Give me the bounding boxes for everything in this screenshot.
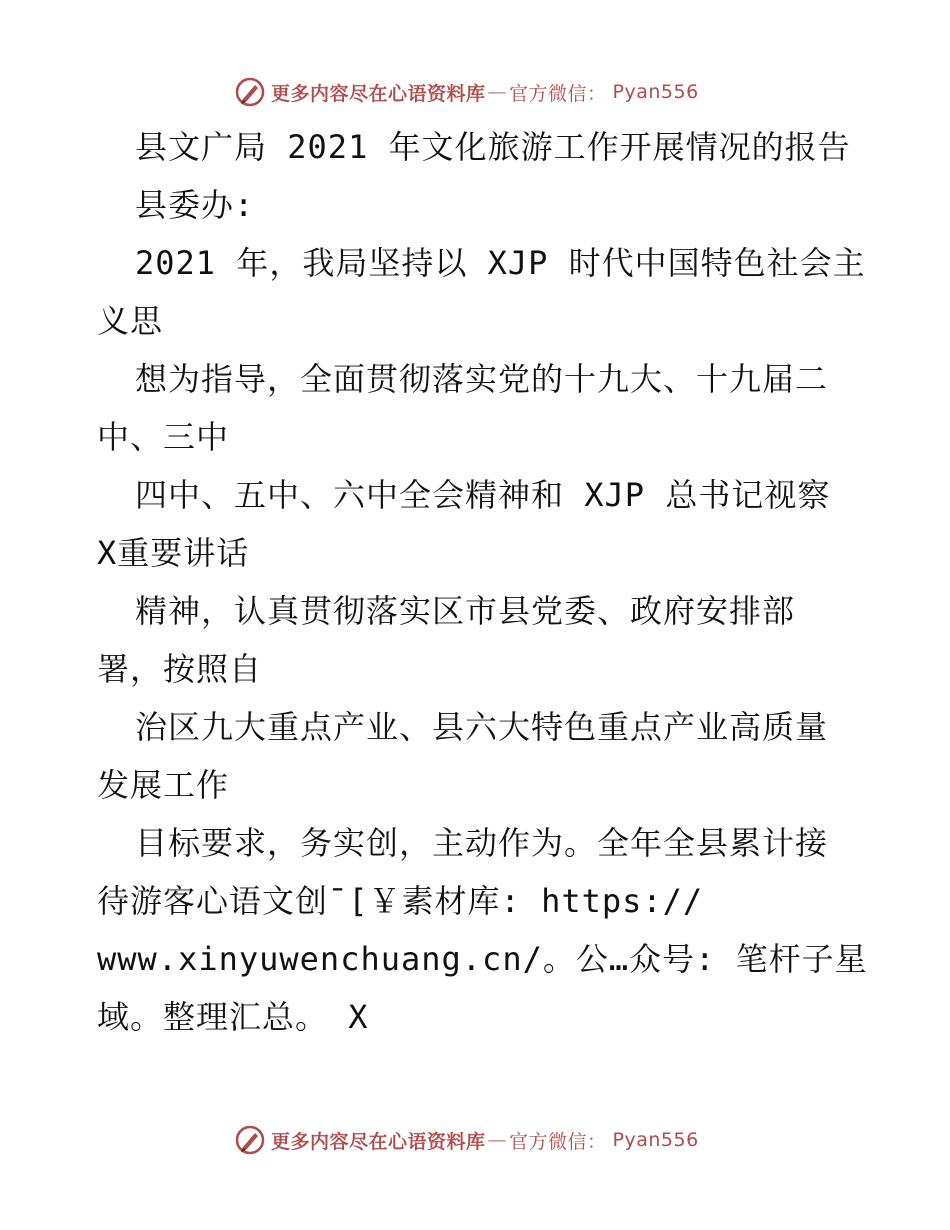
paragraph-line: X重要讲话 <box>97 534 250 572</box>
watermark-account-id: Pyan556 <box>612 81 699 103</box>
document-body <box>97 118 867 1046</box>
watermark-dash: — <box>487 81 508 103</box>
paragraph-line: 义思 <box>97 302 164 340</box>
watermark-brand: 更多内容尽在心语资料库 <box>271 1130 486 1153</box>
watermark-account-label: 官方微信： <box>509 1130 607 1153</box>
paragraph-line: 域。整理汇总。 X <box>97 998 369 1036</box>
paragraph-line: www.xinyuwenchuang.cn/。公…众号: 笔杆子星 <box>97 940 868 978</box>
paragraph-line: 中、三中 <box>97 418 230 456</box>
watermark-account-id: Pyan556 <box>612 1129 699 1151</box>
paragraph-line: 发展工作 <box>97 766 230 804</box>
header-watermark <box>233 72 699 112</box>
paragraph-line: 精神，认真贯彻落实区市县党委、政府安排部 <box>135 592 796 630</box>
addressee: 县委办: <box>135 186 255 224</box>
watermark-brand: 更多内容尽在心语资料库 <box>271 82 486 105</box>
paragraph-line: 署，按照自 <box>97 650 263 688</box>
paragraph-line: 治区九大重点产业、县六大特色重点产业高质量 <box>135 708 829 746</box>
document-title: 县文广局 2021 年文化旅游工作开展情况的报告 <box>135 128 851 166</box>
footer-watermark <box>233 1120 699 1160</box>
paragraph-line: 想为指导，全面贯彻落实党的十九大、十九届二 <box>135 360 829 398</box>
watermark-dash: — <box>487 1129 508 1151</box>
paragraph-line: 待游客心语文创¯[￥素材库: https:// <box>97 882 704 920</box>
paragraph-line: 四中、五中、六中全会精神和 XJP 总书记视察 <box>135 476 831 514</box>
paragraph-line: 目标要求，务实创，主动作为。全年全县累计接 <box>135 824 829 862</box>
pen-logo-icon <box>233 1123 267 1157</box>
watermark-account-label: 官方微信： <box>509 82 607 105</box>
paragraph-line: 2021 年，我局坚持以 XJP 时代中国特色社会主 <box>135 244 866 282</box>
pen-logo-icon <box>233 75 267 109</box>
